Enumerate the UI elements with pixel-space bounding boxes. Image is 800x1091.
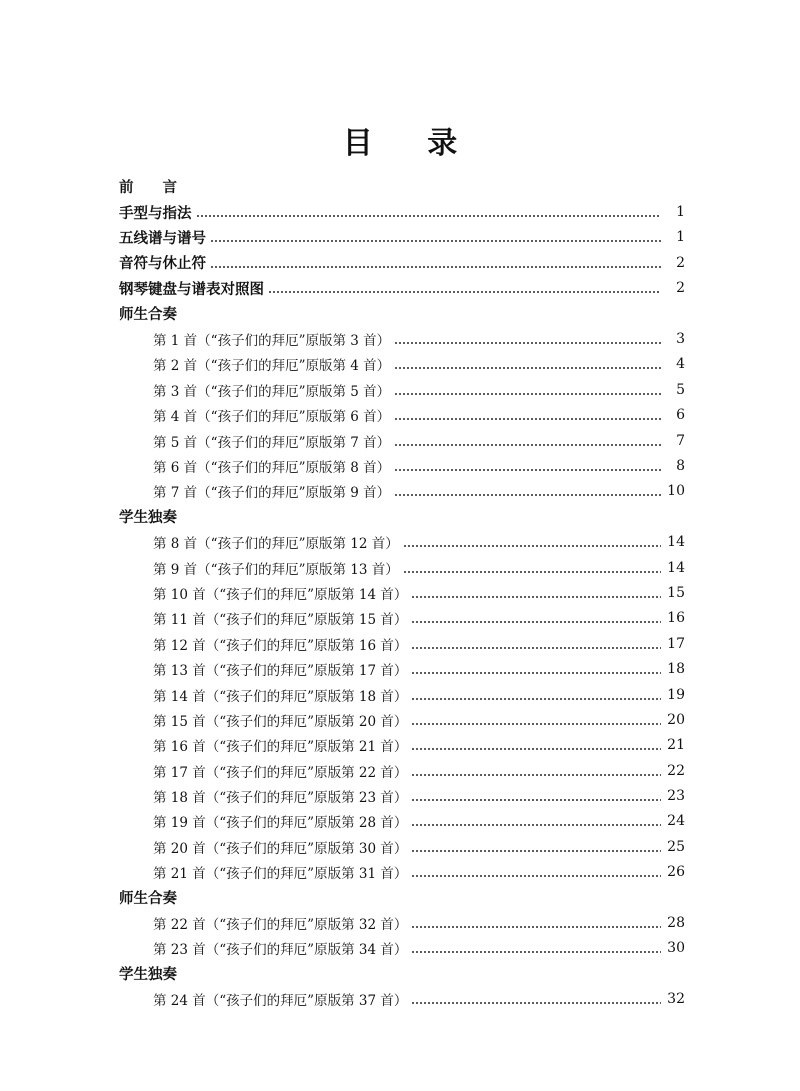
toc-section-heading [119,885,685,910]
toc-label: 第 10 首（“孩子们的拜厄”原版第 14 首） [153,586,408,603]
toc-entry[interactable] [119,403,685,428]
toc-page-number: 4 [676,356,685,373]
toc-label: 学生独奏 [119,510,177,527]
toc-label: 钢琴键盘与谱表对照图 [119,281,264,298]
toc-label: 第 15 首（“孩子们的拜厄”原版第 20 首） [153,713,408,730]
toc-label: 第 3 首（“孩子们的拜厄”原版第 5 首） [153,383,391,400]
dot-leader [411,824,661,826]
toc-page-number: 8 [676,457,685,474]
toc-entry[interactable] [119,606,685,631]
toc-page-number: 17 [667,635,685,652]
toc-page-number: 2 [676,254,685,271]
toc-entry[interactable] [119,453,685,478]
toc-label: 学生独奏 [119,967,177,984]
toc-label: 第 7 首（“孩子们的拜厄”原版第 9 首） [153,485,391,502]
toc-entry[interactable] [119,428,685,453]
toc-page-number: 1 [676,229,685,246]
toc-label: 手型与指法 [119,205,192,222]
toc-page-number: 30 [667,940,685,957]
toc-label: 第 5 首（“孩子们的拜厄”原版第 7 首） [153,434,391,451]
toc-label: 第 22 首（“孩子们的拜厄”原版第 32 首） [153,917,408,934]
toc-page-number: 3 [676,331,685,348]
toc-page-number: 20 [667,711,685,728]
dot-leader [411,647,661,649]
dot-leader [210,240,661,242]
toc-section-heading [119,961,685,986]
toc-entry[interactable] [119,860,685,885]
table-of-contents [119,174,685,1012]
page-title: 目 录 [342,126,480,161]
dot-leader [411,621,661,623]
toc-label: 第 14 首（“孩子们的拜厄”原版第 18 首） [153,688,408,705]
toc-page-number: 18 [667,661,685,678]
toc-entry[interactable] [119,936,685,961]
toc-section-heading[interactable] [119,225,685,250]
toc-page-number: 22 [667,762,685,779]
toc-page-number: 14 [667,559,685,576]
toc-page-number: 21 [667,737,685,754]
dot-leader [394,494,661,496]
toc-label: 第 4 首（“孩子们的拜厄”原版第 6 首） [153,409,391,426]
toc-label: 第 24 首（“孩子们的拜厄”原版第 37 首） [153,993,408,1010]
toc-section-heading [119,174,685,199]
dot-leader [411,748,661,750]
toc-page-number: 10 [667,483,685,500]
dot-leader [394,418,661,420]
toc-page-number: 25 [667,838,685,855]
toc-entry[interactable] [119,656,685,681]
toc-section-heading[interactable] [119,199,685,224]
toc-label: 第 17 首（“孩子们的拜厄”原版第 22 首） [153,764,408,781]
toc-entry[interactable] [119,326,685,351]
dot-leader [394,367,661,369]
dot-leader [411,698,661,700]
toc-entry[interactable] [119,834,685,859]
dot-leader [403,571,661,573]
dot-leader [268,291,661,293]
dot-leader [196,215,662,217]
toc-entry[interactable] [119,987,685,1012]
dot-leader [411,875,661,877]
toc-label: 第 8 首（“孩子们的拜厄”原版第 12 首） [153,536,399,553]
toc-label: 第 1 首（“孩子们的拜厄”原版第 3 首） [153,333,391,350]
toc-label: 音符与休止符 [119,256,206,273]
toc-page-number: 2 [676,280,685,297]
dot-leader [411,799,661,801]
toc-page-number: 6 [676,407,685,424]
toc-entry[interactable] [119,580,685,605]
dot-leader [411,774,661,776]
dot-leader [411,951,661,953]
dot-leader [210,266,661,268]
toc-section-heading [119,504,685,529]
toc-entry[interactable] [119,733,685,758]
toc-entry[interactable] [119,631,685,656]
toc-section-heading [119,301,685,326]
toc-entry[interactable] [119,377,685,402]
toc-label: 第 13 首（“孩子们的拜厄”原版第 17 首） [153,663,408,680]
toc-label: 师生合奏 [119,891,177,908]
toc-label: 第 6 首（“孩子们的拜厄”原版第 8 首） [153,459,391,476]
toc-page-number: 5 [676,381,685,398]
toc-label: 第 21 首（“孩子们的拜厄”原版第 31 首） [153,866,408,883]
toc-label: 五线谱与谱号 [119,230,206,247]
dot-leader [411,596,661,598]
dot-leader [411,1002,661,1004]
toc-page-number: 15 [667,584,685,601]
dot-leader [394,469,661,471]
dot-leader [394,342,661,344]
dot-leader [394,444,661,446]
dot-leader [403,545,661,547]
toc-page-number: 19 [667,686,685,703]
toc-label: 前 言 [119,180,190,197]
toc-label: 第 9 首（“孩子们的拜厄”原版第 13 首） [153,561,399,578]
toc-page-number: 32 [667,991,685,1008]
toc-entry[interactable] [119,682,685,707]
toc-entry[interactable] [119,352,685,377]
toc-page-number: 23 [667,788,685,805]
toc-entry[interactable] [119,809,685,834]
dot-leader [411,723,661,725]
toc-label: 师生合奏 [119,307,177,324]
dot-leader [411,926,661,928]
toc-label: 第 2 首（“孩子们的拜厄”原版第 4 首） [153,358,391,375]
toc-entry[interactable] [119,910,685,935]
toc-entry[interactable] [119,758,685,783]
toc-label: 第 18 首（“孩子们的拜厄”原版第 23 首） [153,790,408,807]
dot-leader [411,850,661,852]
dot-leader [411,672,661,674]
toc-entry[interactable] [119,783,685,808]
toc-page-number: 1 [676,204,685,221]
toc-page-number: 14 [667,534,685,551]
toc-page-number: 24 [667,813,685,830]
toc-entry[interactable] [119,555,685,580]
toc-entry[interactable] [119,707,685,732]
toc-entry[interactable] [119,529,685,554]
toc-label: 第 23 首（“孩子们的拜厄”原版第 34 首） [153,942,408,959]
toc-label: 第 19 首（“孩子们的拜厄”原版第 28 首） [153,815,408,832]
toc-entry[interactable] [119,479,685,504]
toc-section-heading[interactable] [119,276,685,301]
toc-page-number: 7 [676,432,685,449]
toc-page-number: 16 [667,610,685,627]
toc-label: 第 16 首（“孩子们的拜厄”原版第 21 首） [153,739,408,756]
toc-page-number: 26 [667,864,685,881]
toc-page-number: 28 [667,915,685,932]
toc-label: 第 20 首（“孩子们的拜厄”原版第 30 首） [153,840,408,857]
toc-label: 第 12 首（“孩子们的拜厄”原版第 16 首） [153,637,408,654]
toc-section-heading[interactable] [119,250,685,275]
toc-label: 第 11 首（“孩子们的拜厄”原版第 15 首） [153,612,408,629]
dot-leader [394,393,661,395]
